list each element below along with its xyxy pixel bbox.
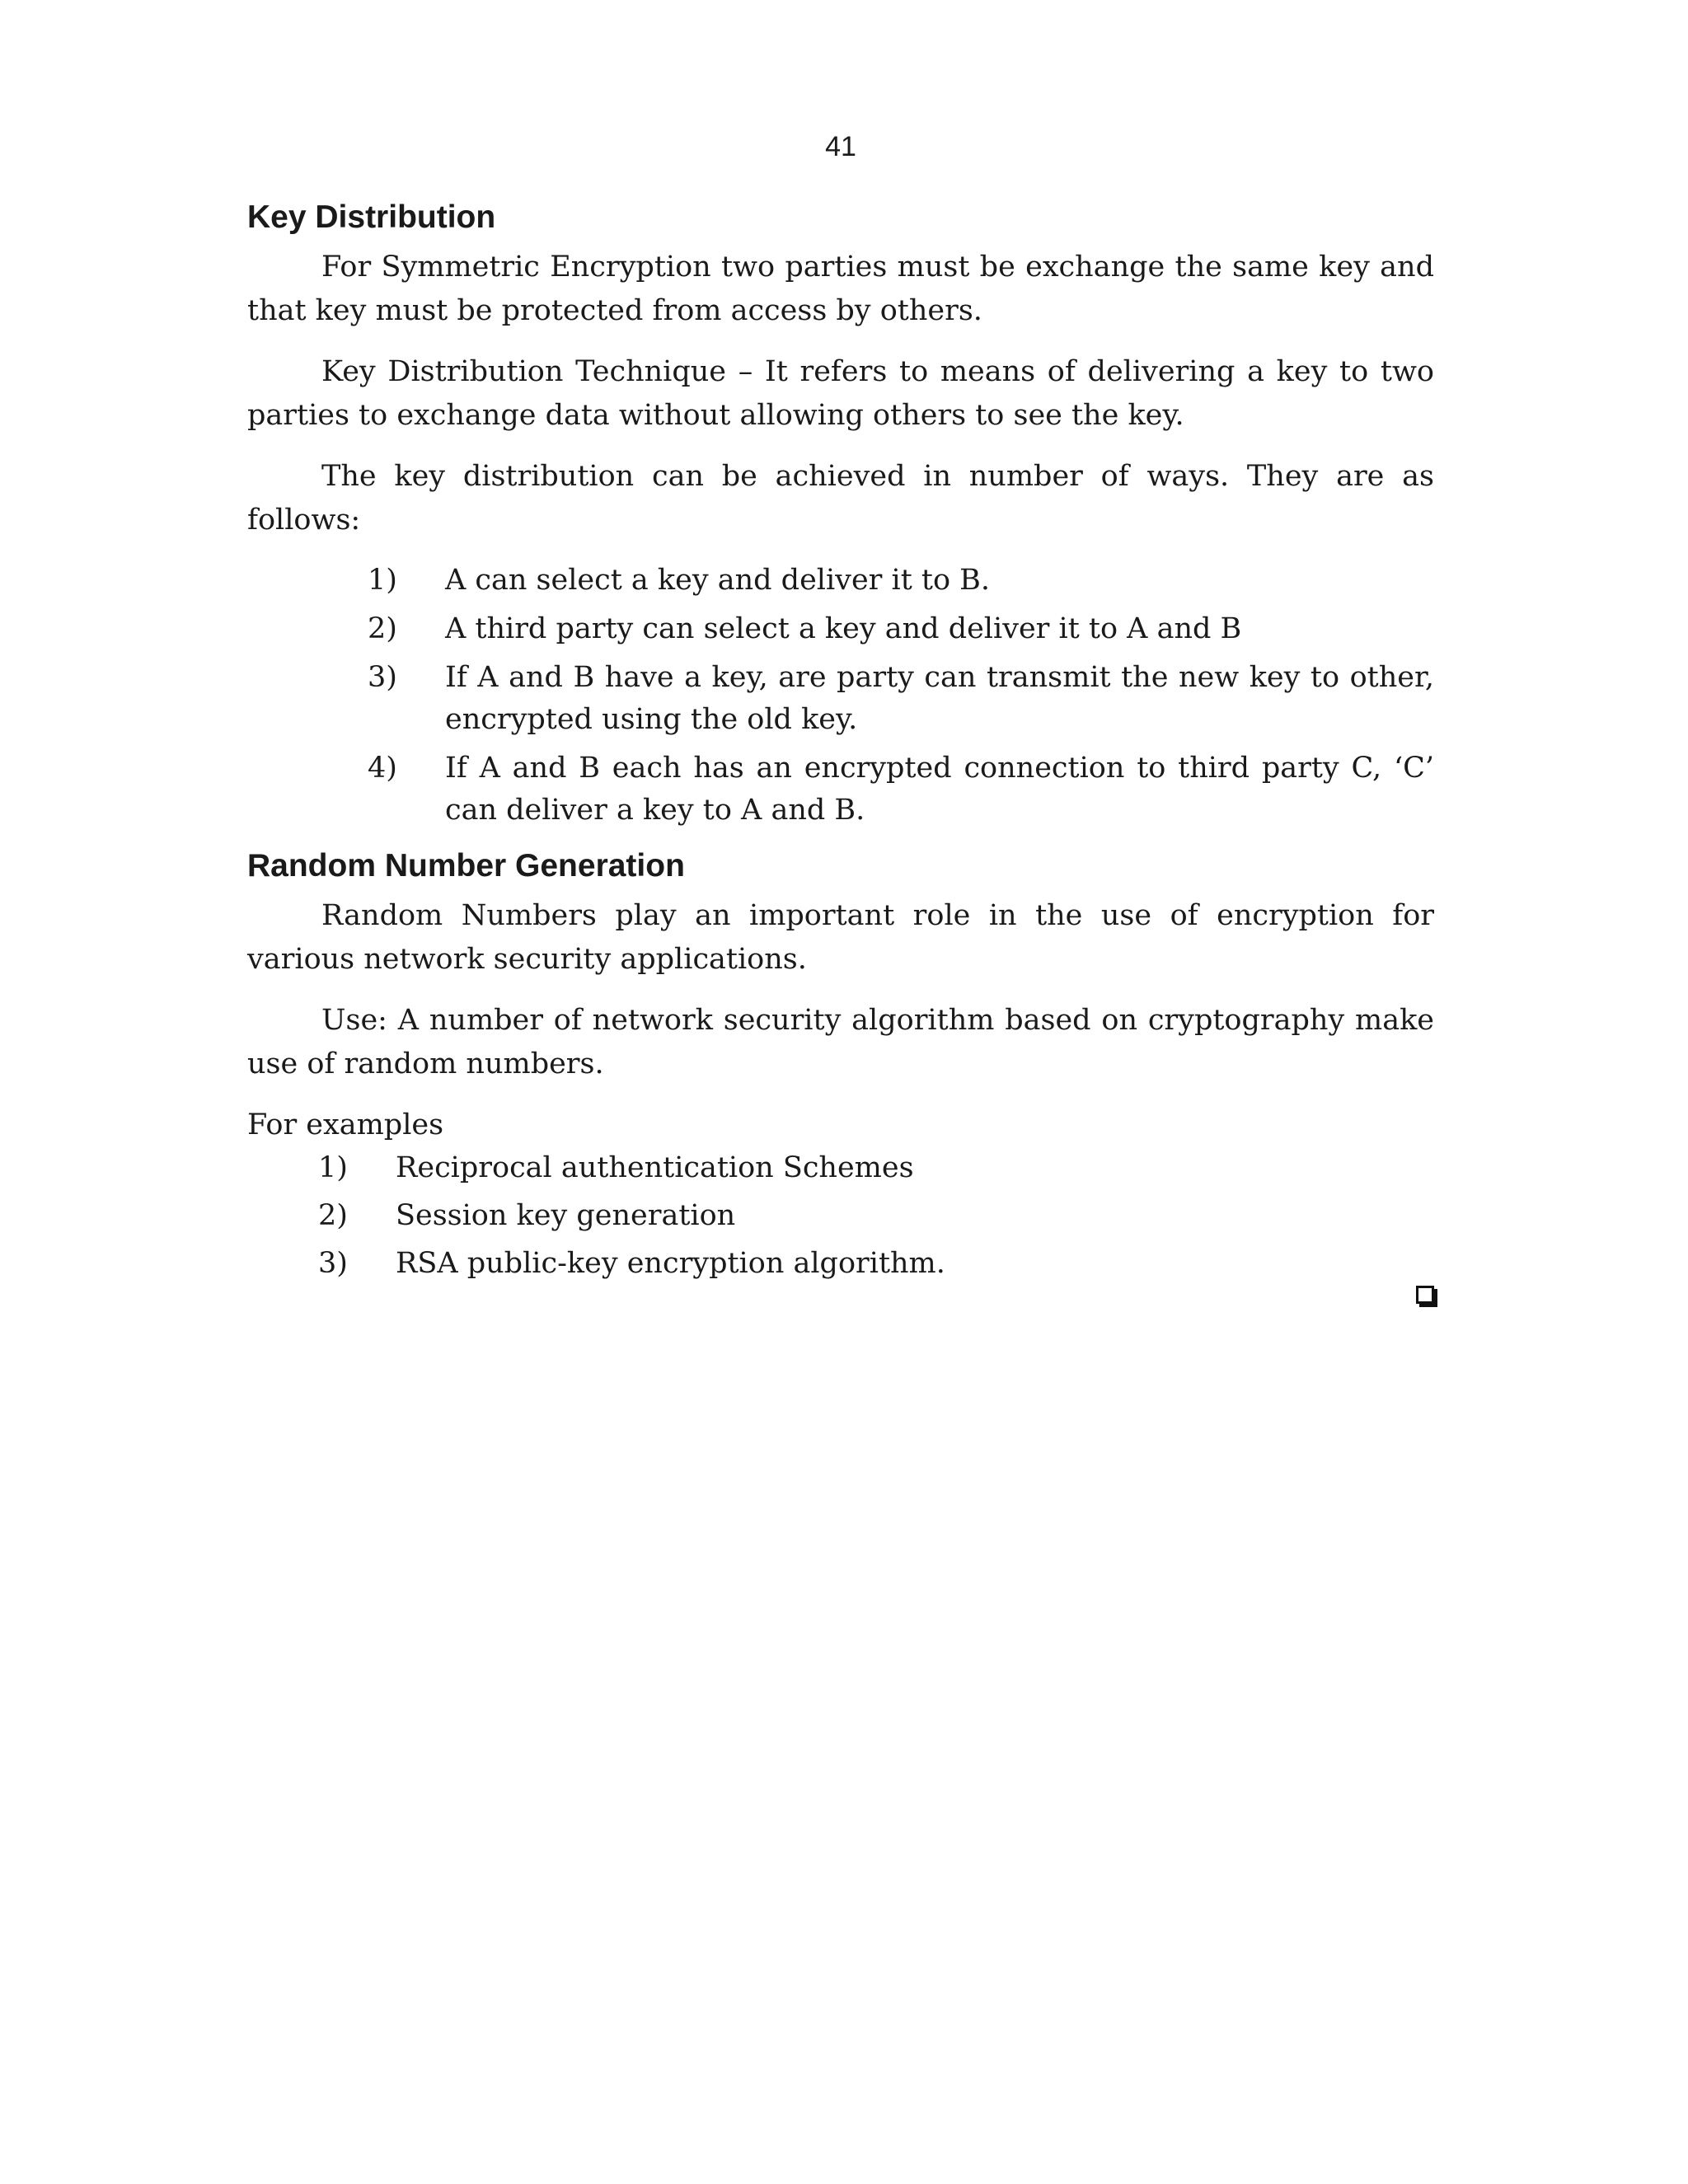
square-end-mark-icon [1416, 1286, 1434, 1304]
paragraph: Use: A number of network security algorithm based on cryptography make use of random numbers. [247, 1004, 1434, 1080]
list-item-text: A can select a key and deliver it to B. [445, 564, 991, 597]
document-page [247, 0, 1434, 2184]
section-random-number-generation [247, 846, 1434, 1285]
list-item [247, 1243, 1434, 1285]
paragraph: For Symmetric Encryption two parties must be exchange the same key and that key must be protected from access by others. [247, 251, 1434, 327]
section-heading: Key Distribution [247, 199, 496, 235]
paragraph: The key distribution can be achieved in number of ways. They are as follows: [247, 460, 1434, 537]
list-item-number: 1) [368, 564, 397, 597]
list-item [247, 560, 1434, 602]
list-item-text: RSA public-key encryption algorithm. [396, 1247, 945, 1280]
list-item-number: 2) [318, 1199, 348, 1232]
list-item-number: 3) [368, 661, 397, 694]
paragraph: Random Numbers play an important role in the use of encryption for various network security applications. [247, 899, 1434, 976]
list-item [247, 657, 1434, 741]
list-item-number: 4) [368, 752, 397, 785]
page-number: 41 [825, 131, 856, 162]
list-item-text: Session key generation [396, 1199, 736, 1232]
numbered-list [247, 560, 1434, 832]
list-item-text: A third party can select a key and deliver it to A and B [445, 612, 1242, 645]
section-key-distribution [247, 198, 1434, 832]
list-item-text: If A and B have a key, are party can transmit the new key to other, encrypted using the old key. [445, 661, 1434, 736]
numbered-list [247, 1147, 1434, 1285]
section-heading: Random Number Generation [247, 848, 685, 883]
list-item [247, 748, 1434, 832]
list-item-number: 3) [318, 1247, 348, 1280]
list-item [247, 1147, 1434, 1189]
page-content [247, 198, 1434, 1291]
list-item-number: 1) [318, 1151, 348, 1184]
list-item-text: If A and B each has an encrypted connection to third party C, ‘C’ can deliver a key to A and B. [445, 752, 1434, 827]
list-item [247, 608, 1434, 650]
examples-label: For examples [247, 1108, 444, 1141]
list-item-text: Reciprocal authentication Schemes [396, 1151, 914, 1184]
list-item [247, 1195, 1434, 1237]
paragraph: Key Distribution Technique – It refers to means of delivering a key to two parties to exchange data without allowing others to see the key. [247, 355, 1434, 432]
list-item-number: 2) [368, 612, 397, 645]
